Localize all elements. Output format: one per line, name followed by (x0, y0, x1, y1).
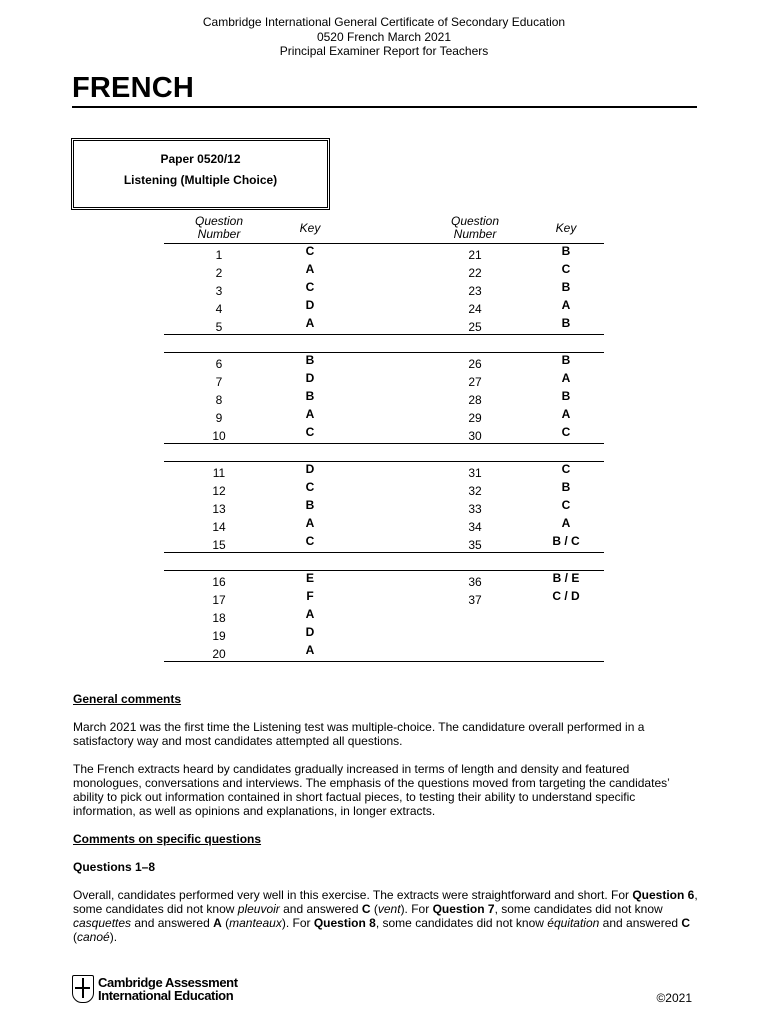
answer-key: B / C (552, 534, 580, 548)
answer-key: C (561, 425, 571, 439)
answer-key: A (305, 316, 315, 330)
question-number: 36 (468, 575, 482, 589)
logo-line-2: International Education (98, 988, 234, 1003)
header-line-1: Cambridge International General Certificate of Secondary Education (202, 15, 566, 29)
question-number: 5 (215, 320, 223, 334)
answer-key: C (561, 498, 571, 512)
cambridge-logo (72, 975, 238, 1003)
question-number: 21 (468, 248, 482, 262)
general-comments-paragraph-1: March 2021 was the first time the Listening test was multiple-choice. The candidature overall performed in a satisfactory way and most candidates attempted all questions. (73, 720, 645, 748)
header-question-number-right: Question Number (450, 214, 500, 241)
answer-key: B (305, 498, 315, 512)
question-number: 4 (215, 302, 223, 316)
answer-key: C (305, 244, 315, 258)
header-line-3: Principal Examiner Report for Teachers (279, 44, 489, 58)
answer-key: E (305, 571, 314, 585)
group-separator (164, 335, 604, 353)
paper-code: Paper 0520/12 (160, 152, 241, 166)
table-row (164, 571, 604, 589)
table-row (164, 607, 604, 625)
table-row (164, 280, 604, 298)
table-row (164, 353, 604, 371)
table-row (164, 316, 604, 334)
answer-key: D (305, 298, 315, 312)
answer-key: C (305, 425, 315, 439)
question-number: 8 (215, 393, 223, 407)
answer-key: A (305, 407, 315, 421)
answer-key: A (305, 516, 315, 530)
copyright: ©2021 (656, 991, 692, 1005)
answer-key: D (305, 462, 315, 476)
group-separator (164, 444, 604, 462)
question-number: 7 (215, 375, 223, 389)
question-number: 34 (468, 520, 482, 534)
table-row (164, 625, 604, 643)
table-group (164, 353, 604, 444)
questions-1-8-heading: Questions 1–8 (73, 860, 156, 874)
question-number: 28 (468, 393, 482, 407)
question-number: 20 (212, 647, 226, 661)
header-line-2: 0520 French March 2021 (316, 29, 452, 44)
question-number: 26 (468, 357, 482, 371)
answer-key: B (561, 316, 571, 330)
question-number: 16 (212, 575, 226, 589)
question-number: 33 (468, 502, 482, 516)
answer-key: B (305, 353, 315, 367)
question-number: 22 (468, 266, 482, 280)
answer-key: B (561, 480, 571, 494)
answer-key: C / D (552, 589, 580, 603)
question-number: 35 (468, 538, 482, 552)
paper-name: Listening (Multiple Choice) (123, 173, 278, 187)
question-number: 19 (212, 629, 226, 643)
title-rule (72, 106, 697, 108)
logo-line-1: Cambridge Assessment (98, 975, 238, 990)
question-number: 6 (215, 357, 223, 371)
question-number: 17 (212, 593, 226, 607)
question-number: 3 (215, 284, 223, 298)
question-number: 29 (468, 411, 482, 425)
answer-key: A (561, 516, 571, 530)
question-number: 9 (215, 411, 223, 425)
table-row (164, 534, 604, 552)
question-number: 32 (468, 484, 482, 498)
question-number: 11 (212, 466, 226, 480)
answer-key: D (305, 371, 315, 385)
answer-key: C (561, 262, 571, 276)
question-number: 30 (468, 429, 482, 443)
general-comments-paragraph-2: The French extracts heard by candidates gradually increased in terms of length and density and featured monologues, conversations and interviews. The emphasis of the questions moved from targeting the candidates’ ability to pick out information contained in short factual pieces, to testing their ability to understand specific information, as well as opinions and explanations, in longer extracts. (73, 762, 670, 818)
page-title: FRENCH (72, 72, 195, 104)
answer-key: B (561, 353, 571, 367)
paper-box (71, 138, 330, 210)
table-row (164, 262, 604, 280)
header-question-number-left: Question Number (194, 214, 244, 241)
table-group (164, 244, 604, 335)
answer-key: C (305, 280, 315, 294)
report-header (0, 15, 768, 59)
header-key-left: Key (299, 221, 321, 235)
answer-key: F (306, 589, 314, 603)
answer-key: A (561, 298, 571, 312)
header-key-right: Key (555, 221, 577, 235)
table-row (164, 244, 604, 262)
answer-key: C (305, 480, 315, 494)
answer-key: B (561, 244, 571, 258)
answer-key: A (305, 262, 315, 276)
table-row (164, 643, 604, 661)
question-number: 15 (212, 538, 226, 552)
question-number: 14 (212, 520, 226, 534)
question-number: 2 (215, 266, 223, 280)
answer-key: A (305, 607, 315, 621)
table-row (164, 462, 604, 480)
answer-key-table (164, 213, 604, 662)
answer-key: A (561, 371, 571, 385)
table-group (164, 571, 604, 662)
table-row (164, 371, 604, 389)
answer-key: B (305, 389, 315, 403)
question-number: 27 (468, 375, 482, 389)
question-number: 13 (212, 502, 226, 516)
table-row (164, 516, 604, 534)
questions-1-8-paragraph: Overall, candidates performed very well in this exercise. The extracts were straightforward and short. For Question 6, some candidates did not know pleuvoir and answered C (vent). For Question 7, some candidates did not know casquettes and answered A (manteaux). For Question 8, some candidates did not know équitation and answered C (canoé). (73, 888, 698, 944)
answer-key: B (561, 280, 571, 294)
answer-key: C (305, 534, 315, 548)
question-number: 25 (468, 320, 482, 334)
table-body (164, 244, 604, 662)
question-number: 10 (212, 429, 226, 443)
table-row (164, 389, 604, 407)
table-header (164, 213, 604, 244)
question-number: 1 (215, 248, 223, 262)
answer-key: B / E (552, 571, 580, 585)
table-row (164, 589, 604, 607)
question-number: 37 (468, 593, 482, 607)
table-row (164, 407, 604, 425)
question-number: 24 (468, 302, 482, 316)
question-number: 18 (212, 611, 226, 625)
answer-key: A (305, 643, 315, 657)
table-group (164, 462, 604, 553)
answer-key: A (561, 407, 571, 421)
question-number: 12 (212, 484, 226, 498)
table-row (164, 298, 604, 316)
specific-comments-heading: Comments on specific questions (73, 832, 262, 846)
question-number: 23 (468, 284, 482, 298)
group-separator (164, 553, 604, 571)
answer-key: D (305, 625, 315, 639)
table-row (164, 498, 604, 516)
answer-key: B (561, 389, 571, 403)
general-comments-heading: General comments (73, 692, 182, 706)
answer-key: C (561, 462, 571, 476)
question-number: 31 (468, 466, 482, 480)
table-row (164, 425, 604, 443)
table-row (164, 480, 604, 498)
crest-icon (72, 975, 94, 1003)
